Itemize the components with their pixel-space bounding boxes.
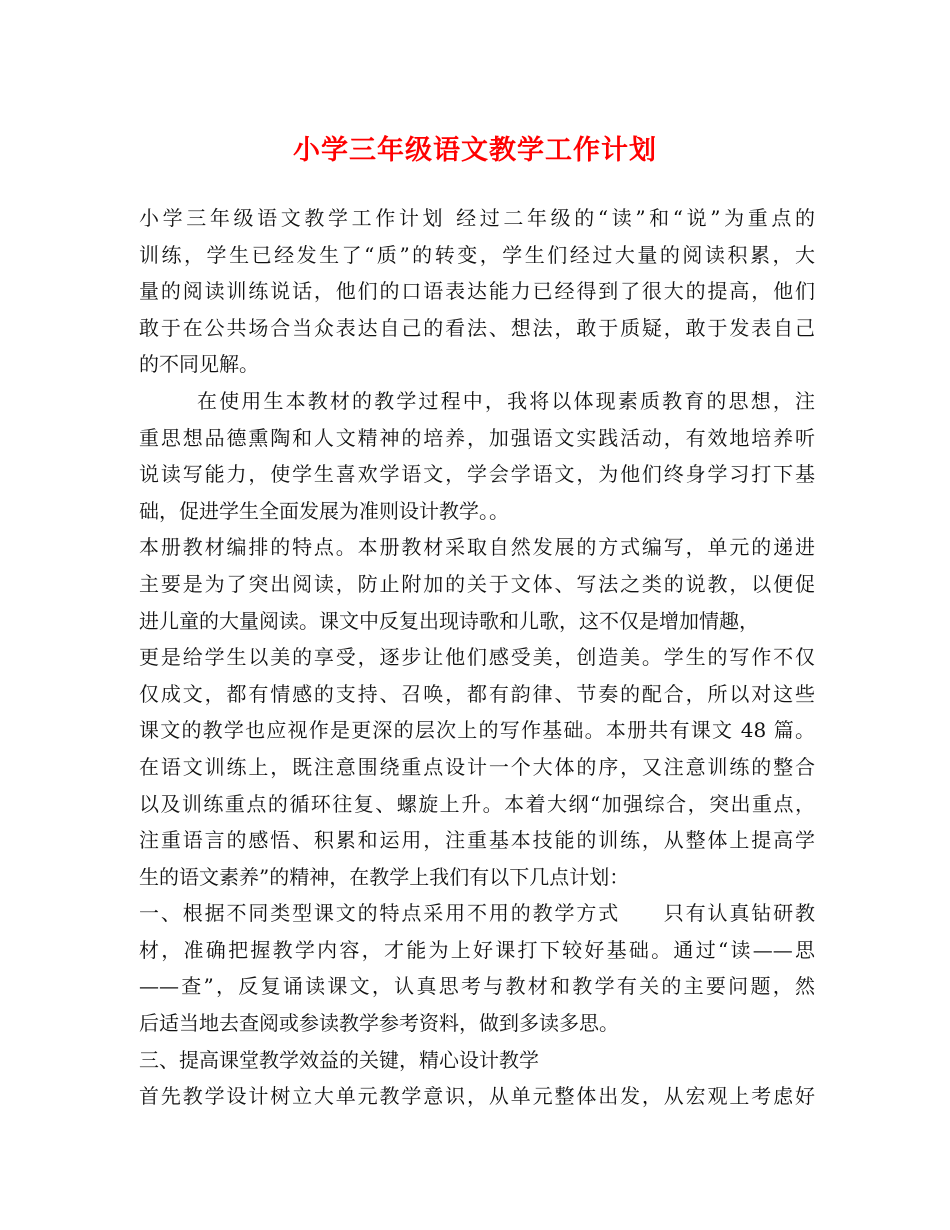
body-line: 本册教材编排的特点。本册教材采取自然发展的方式编写，单元的递进 (139, 535, 815, 560)
body-line: 材，准确把握教学内容，才能为上好课打下较好基础。通过“读——思 (139, 937, 815, 962)
body-line: 在使用生本教材的教学过程中，我将以体现素质教育的思想，注 (197, 388, 815, 413)
body-line: 量的阅读训练说话，他们的口语表达能力已经得到了很大的提高，他们 (139, 279, 815, 304)
body-line: 生的语文素养”的精神，在教学上我们有以下几点计划： (139, 864, 630, 889)
body-line: 课文的教学也应视作是更深的层次上的写作基础。本册共有课文 48 篇。 (139, 718, 815, 743)
body-line: 更是给学生以美的享受，逐步让他们感受美，创造美。学生的写作不仅 (139, 645, 815, 670)
document-title: 小学三年级语文教学工作计划 (293, 135, 657, 166)
body-line: 主要是为了突出阅读，防止附加的关于文体、写法之类的说教，以便促 (139, 571, 815, 596)
body-line: 说读写能力，使学生喜欢学语文，学会学语文，为他们终身学习打下基 (139, 462, 815, 487)
body-line: 仅成文，都有情感的支持、召唤，都有韵律、节奏的配合，所以对这些 (139, 681, 815, 706)
body-line: 后适当地去查阅或参读教学参考资料，做到多读多思。 (139, 1011, 619, 1036)
body-line: 重思想品德熏陶和人文精神的培养，加强语文实践活动，有效地培养听 (139, 425, 815, 450)
body-line: 敢于在公共场合当众表达自己的看法、想法，敢于质疑，敢于发表自己 (139, 315, 815, 340)
body-line: 小学三年级语文教学工作计划 经过二年级的“读”和“说”为重点的 (139, 206, 815, 230)
body-line: 础，促进学生全面发展为准则设计教学。。 (139, 498, 509, 523)
body-line: 训练，学生已经发生了“质”的转变，学生们经过大量的阅读积累，大 (139, 242, 815, 267)
body-line: 三、提高课堂教学效益的关键，精心设计教学 (139, 1047, 539, 1072)
body-line: 注重语言的感悟、积累和运用，注重基本技能的训练，从整体上提高学 (139, 828, 815, 853)
body-line: 的不同见解。 (139, 352, 259, 377)
document-body (139, 200, 815, 1115)
body-line: 一、根据不同类型课文的特点采用不用的教学方式 只有认真钻研教 (139, 901, 815, 926)
body-line: 以及训练重点的循环往复、螺旋上升。本着大纲“加强综合，突出重点， (139, 791, 815, 816)
body-line: 首先教学设计树立大单元教学意识，从单元整体出发，从宏观上考虑好 (139, 1084, 815, 1109)
body-line: 在语文训练上，既注意围绕重点设计一个大体的序，又注意训练的整合 (139, 754, 815, 779)
body-line: ——查”，反复诵读课文，认真思考与教材和教学有关的主要问题，然 (139, 974, 815, 999)
body-line: 进儿童的大量阅读。课文中反复出现诗歌和儿歌，这不仅是增加情趣， (139, 608, 759, 633)
